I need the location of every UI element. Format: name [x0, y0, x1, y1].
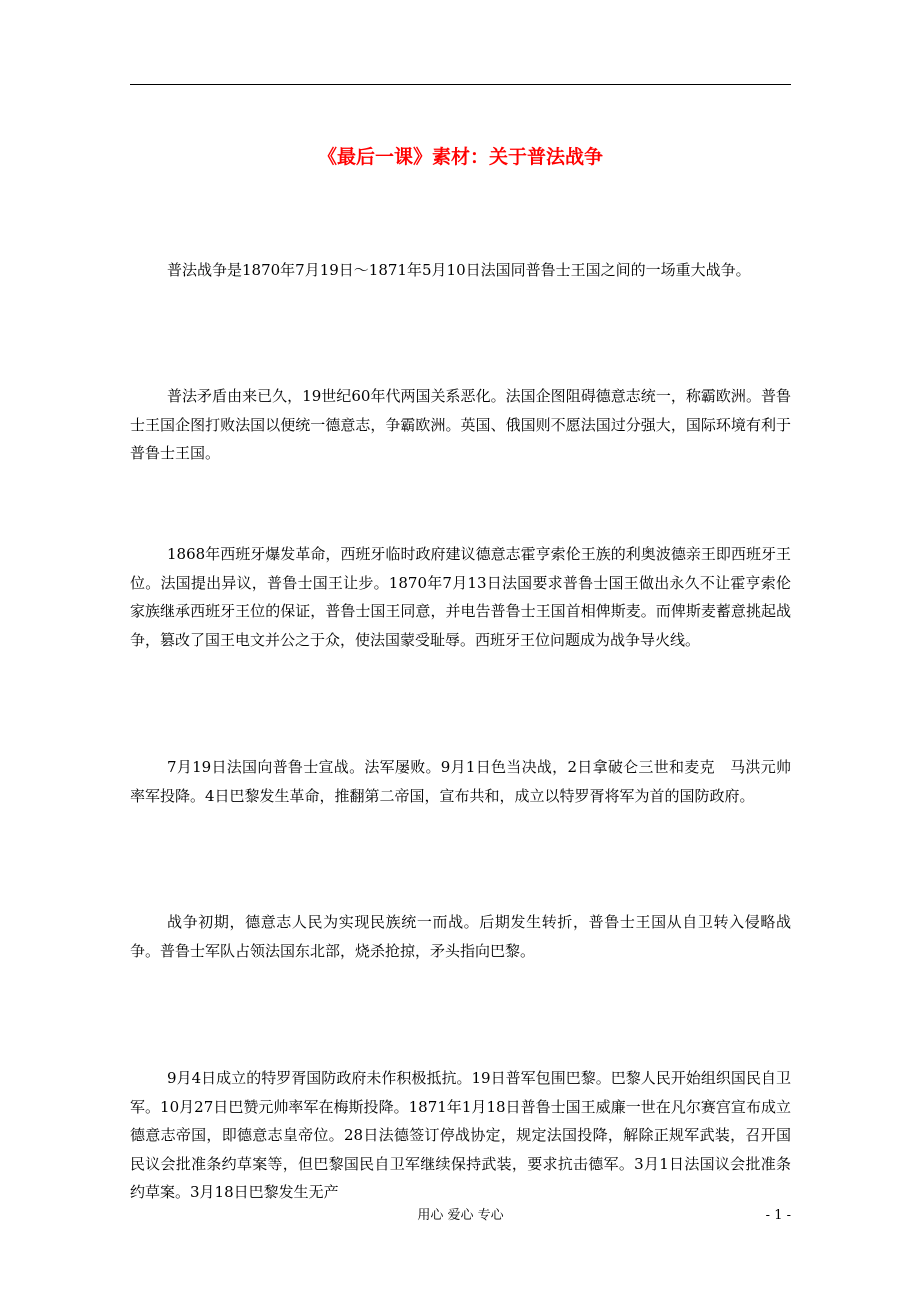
paragraph-3: 1868年西班牙爆发革命，西班牙临时政府建议德意志霍亨索伦王族的利奥波德亲王即西班牙王位。法国提出异议，普鲁士国王让步。1870年7月13日法国要求普鲁士国王做出永久不让霍亨索伦家族继承西班牙王位的保证，普鲁士国王同意，并电告普鲁士王国首相俾斯麦。而俾斯麦蓄意挑起战争，篡改了国王电文并公之于众，使法国蒙受耻辱。西班牙王位问题成为战争导火线。 [130, 545, 791, 649]
paragraph-4: 7月19日法国向普鲁士宣战。法军屡败。9月1日色当决战，2日拿破仑三世和麦克 马洪元帅率军投降。4日巴黎发生革命，推翻第二帝国，宣布共和，成立以特罗胥将军为首的国防政府。 [130, 758, 791, 805]
paragraph-6: 9月4日成立的特罗胥国防政府未作积极抵抗。19日普军包围巴黎。巴黎人民开始组织国民自卫军。10月27日巴赞元帅率军在梅斯投降。1871年1月18日普鲁士国王威廉一世在凡尔赛宫宣布成立德意志帝国，即德意志皇帝位。28日法德签订停战协定，规定法国投降，解除正规军武装，召开国民议会批准条约草案等，但巴黎国民自卫军继续保持武装，要求抗击德军。3月1日法国议会批准条约草案。3月18日巴黎发生无产 [130, 1069, 791, 1201]
paragraph-2: 普法矛盾由来已久，19世纪60年代两国关系恶化。法国企图阻碍德意志统一，称霸欧洲。普鲁士王国企图打败法国以便统一德意志，争霸欧洲。英国、俄国则不愿法国过分强大，国际环境有利于普鲁士王国。 [130, 387, 791, 462]
header-rule [130, 84, 791, 85]
paragraph-1: 普法战争是1870年7月19日～1871年5月10日法国同普鲁士王国之间的一场重大战争。 [167, 261, 751, 279]
document-title: 《最后一课》素材：关于普法战争 [317, 146, 603, 168]
paragraph-5: 战争初期，德意志人民为实现民族统一而战。后期发生转折，普鲁士王国从自卫转入侵略战争。普鲁士军队占领法国东北部，烧杀抢掠，矛头指向巴黎。 [130, 913, 791, 960]
page-number: - 1 - [765, 1208, 791, 1223]
footer-motto: 用心 爱心 专心 [417, 1208, 504, 1223]
